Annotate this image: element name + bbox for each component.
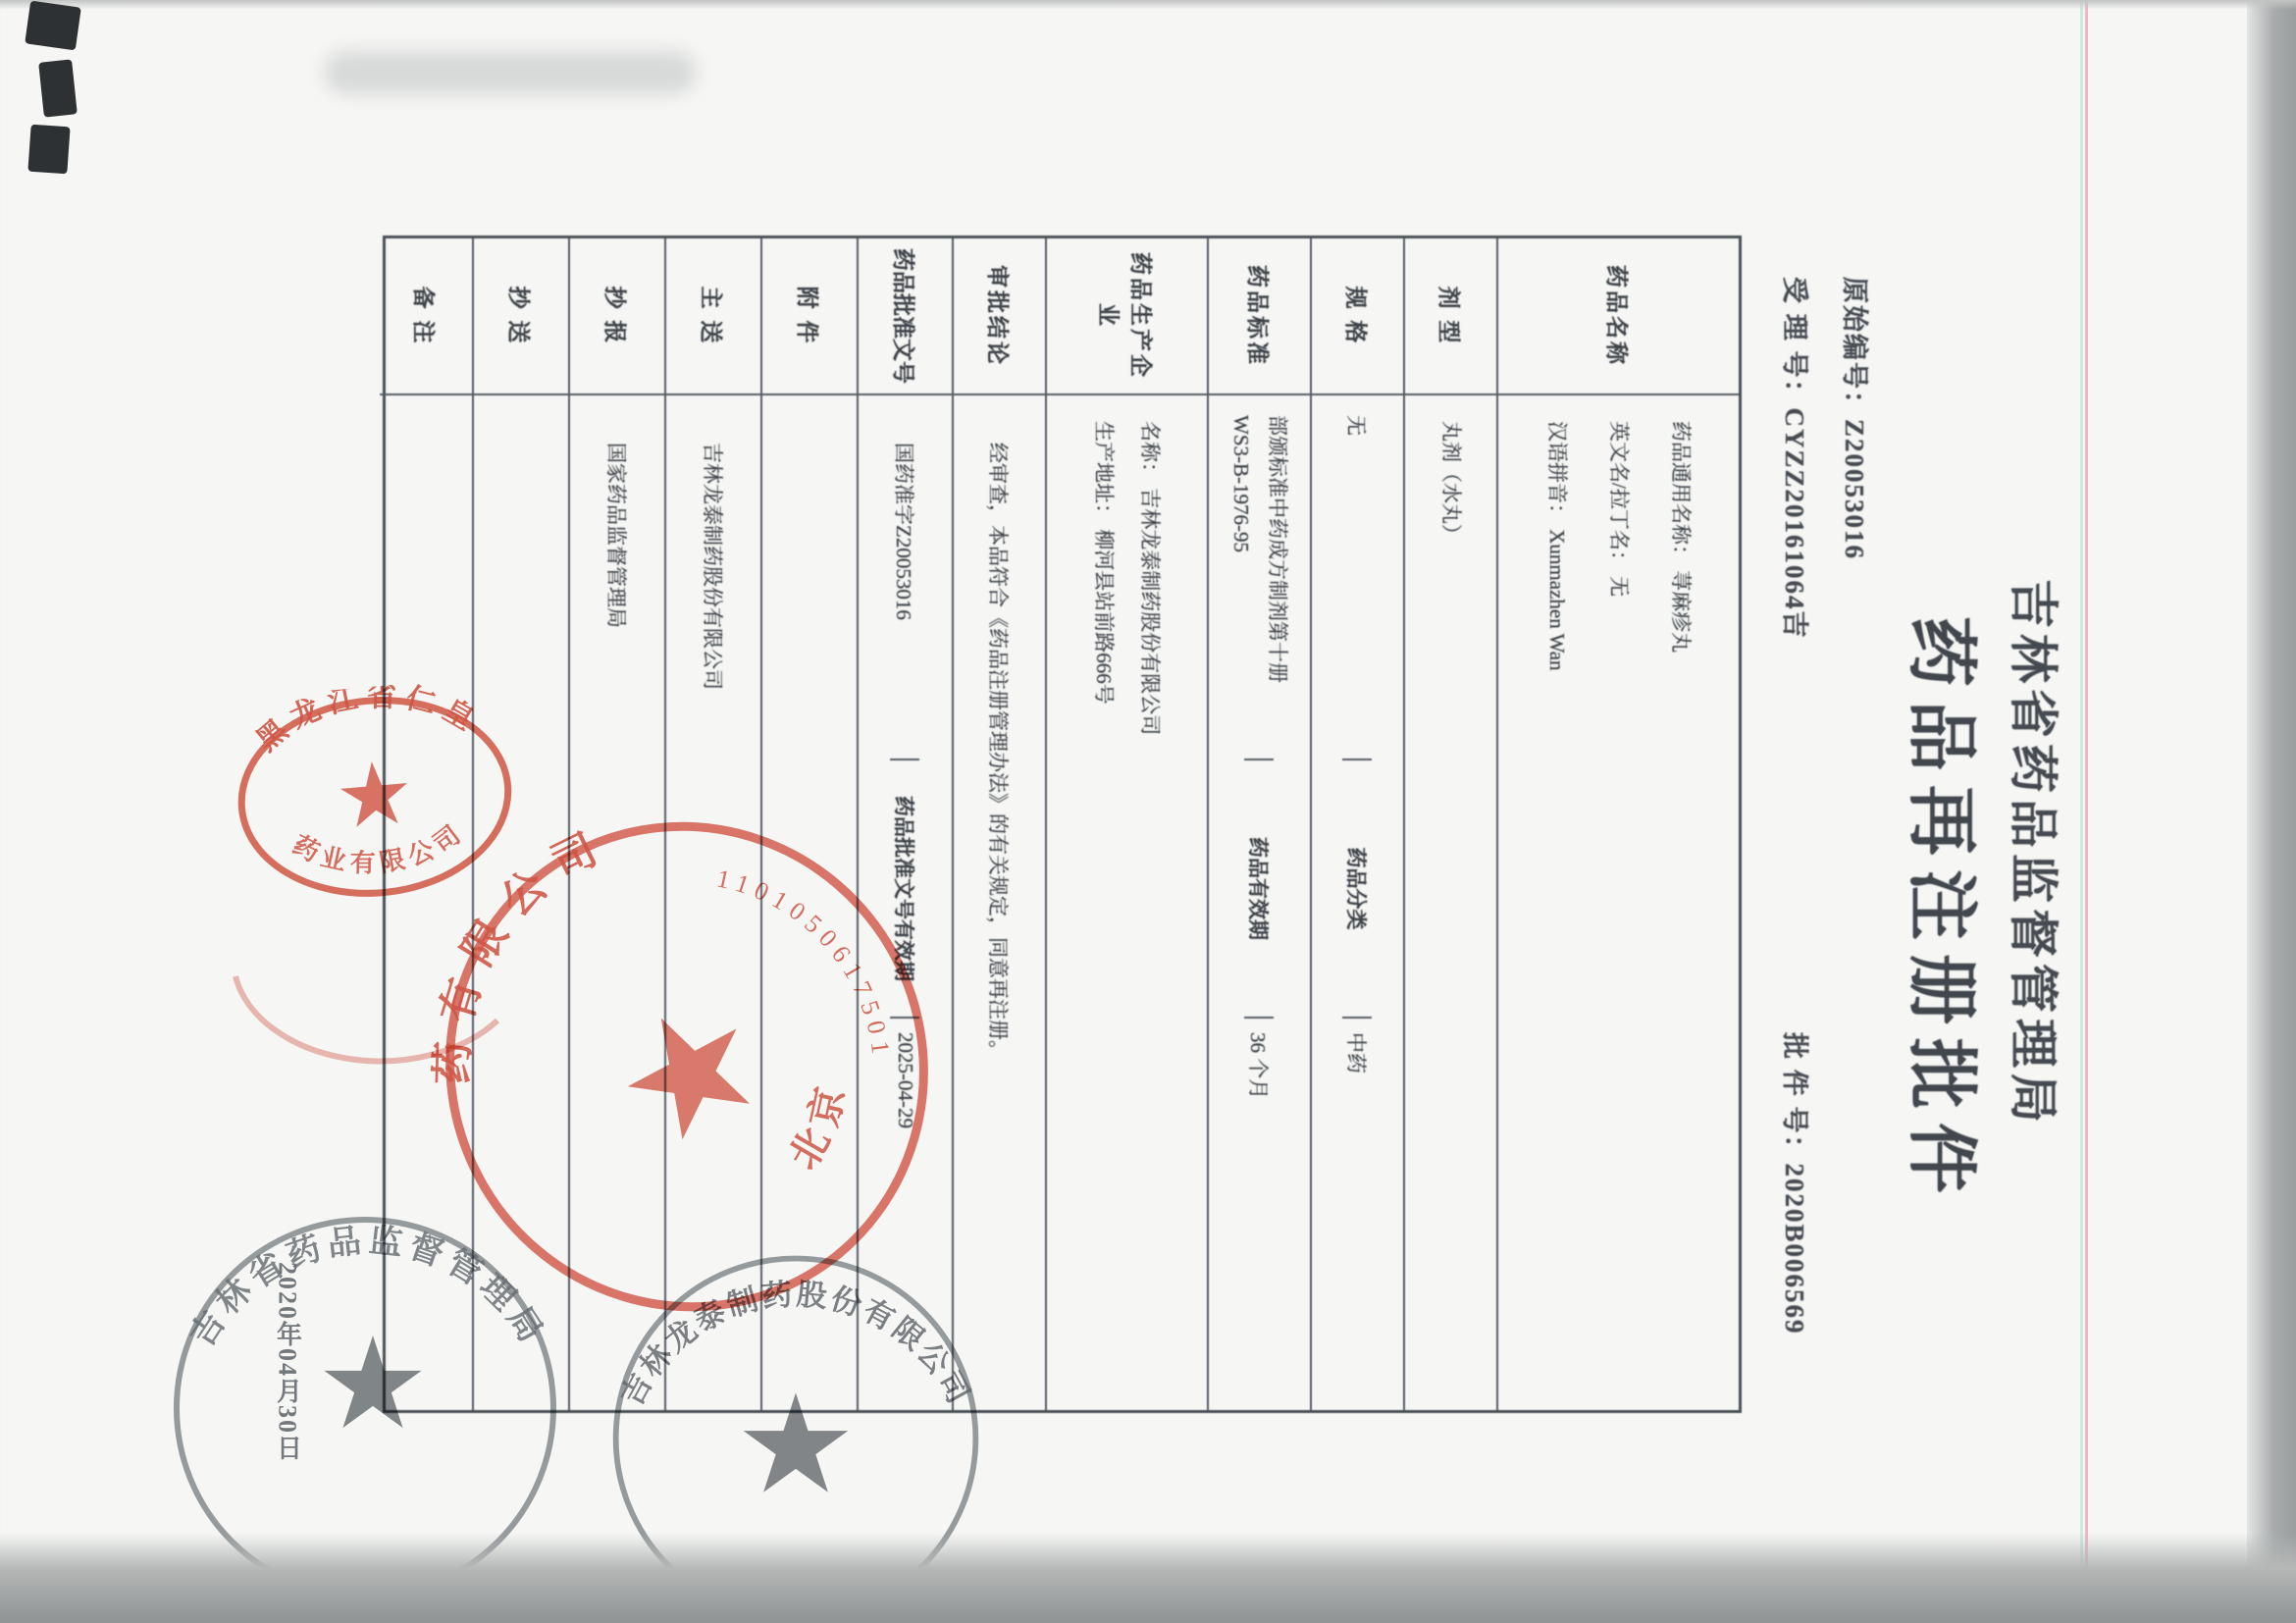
row-label: 附 件: [762, 238, 857, 395]
row-label: 药品名称: [1498, 238, 1739, 395]
svg-text:吉林省药品监督管理局: [183, 1222, 551, 1353]
dosage-form-value: 丸剂（水丸）: [1439, 421, 1463, 545]
approval-number-label: 批 件 号：: [1780, 1032, 1809, 1164]
license-number-value: 国药准字Z20053016: [892, 443, 916, 620]
table-row-drug-standard: [1209, 238, 1312, 1410]
acceptance-number: [1778, 277, 1816, 640]
scanner-bottom-band: [0, 1533, 2296, 1623]
drug-category-value: 中药: [1344, 1032, 1369, 1073]
table-row-specification: [1312, 238, 1405, 1410]
row-label: 抄 送: [474, 238, 568, 395]
row-label: 备 注: [380, 238, 472, 395]
row-label: 抄 报: [570, 238, 664, 395]
row-label: 审批结论: [954, 238, 1045, 395]
seal-digits-arc: 1101050617501: [713, 864, 897, 1063]
pinyin-name: 汉语拼音： Xunmazhen Wan: [1545, 421, 1569, 671]
manufacturer-name: 名称： 吉林龙泰制药股份有限公司: [1138, 421, 1163, 736]
table-row-drug-name: [1498, 238, 1739, 1410]
svg-text:北京: [755, 1058, 886, 1187]
table-row-dosage-form: [1405, 238, 1498, 1410]
acceptance-number-label: 受 理 号：: [1780, 277, 1809, 408]
specification-value: 无: [1344, 415, 1369, 436]
binder-mark-2: [38, 59, 78, 117]
row-label: 药品生产企业: [1047, 238, 1207, 395]
drug-category-label: 药品分类: [1343, 759, 1373, 1019]
english-latin-name: 英文名/拉丁名： 无: [1607, 421, 1631, 598]
row-label: 剂 型: [1405, 238, 1496, 395]
seal-arc-bottom-text: 北京: [780, 1073, 856, 1177]
row-label: 药品批准文号: [859, 238, 952, 395]
binder-mark-3: [27, 125, 70, 175]
binder-mark-1: [25, 1, 81, 51]
approval-number: [1778, 1032, 1816, 1335]
star-icon: [325, 1335, 422, 1428]
license-validity-value: 2025-04-29: [894, 1032, 917, 1128]
manufacturer-address: 生产地址： 柳河县站前路666号: [1092, 421, 1117, 705]
table-row-manufacturer: [1047, 238, 1209, 1410]
scan-artifact-cyan-line: [2080, 0, 2083, 1623]
row-label: 规 格: [1312, 238, 1403, 395]
row-label: 主 送: [666, 238, 760, 395]
star-icon: [744, 1393, 848, 1492]
main-recipient-value: 吉林龙泰制药股份有限公司: [701, 443, 724, 690]
scanner-right-band: [2247, 0, 2296, 1623]
seal-arc-top-text: 吉林省药品监督管理局: [183, 1223, 552, 1354]
seal-date: 2020年04月30日: [273, 1262, 302, 1462]
seal-arc-bottom-text: 药业有限公司: [287, 816, 471, 878]
copy-report-value: 国家药品监督管理局: [604, 443, 628, 628]
original-number-value: Z20053016: [1840, 419, 1869, 561]
validity-value: 36 个月: [1246, 1032, 1271, 1100]
standard-line-2: WS3-B-1976-95: [1229, 415, 1254, 552]
generic-name: 药品通用名称： 荨麻疹丸: [1669, 421, 1693, 654]
approval-conclusion-value: 经审查，本品符合《药品注册管理办法》的有关规定，同意再注册。: [986, 443, 1011, 1061]
seal-arc-top-text: 药有限公司: [428, 818, 619, 1085]
original-number-label: 原始编号：: [1840, 277, 1869, 419]
star-icon: [606, 989, 770, 1150]
standard-line-1: 部颁标准中药成方制剂第十册: [1266, 415, 1290, 683]
license-validity-label: 药品批准文号有效期: [891, 759, 920, 1019]
seal-arc-top-text: 吉林龙泰制药股份有限公司: [613, 1277, 978, 1412]
validity-label: 药品有效期: [1245, 759, 1275, 1019]
approval-number-value: 2020B006569: [1780, 1163, 1809, 1335]
agency-title: 吉林省药品监督管理局: [2006, 579, 2061, 1128]
row-label: 药品标准: [1209, 238, 1310, 395]
seal-arc-top-text: 黑龙江省仁皇: [250, 680, 487, 759]
scan-artifact-pink-line: [2085, 0, 2088, 1623]
table-row-approval-conclusion: [954, 238, 1047, 1410]
svg-text:吉林龙泰制药股份有限公司: [614, 1277, 977, 1411]
acceptance-number-value: CYZZ20161064吉: [1780, 407, 1809, 640]
star-icon: [339, 759, 411, 828]
scan-smudge: [324, 51, 697, 94]
scanner-top-band: [0, 0, 2296, 10]
document-type-title: 药品再注册批件: [1902, 616, 1980, 1208]
original-number: [1838, 277, 1876, 560]
